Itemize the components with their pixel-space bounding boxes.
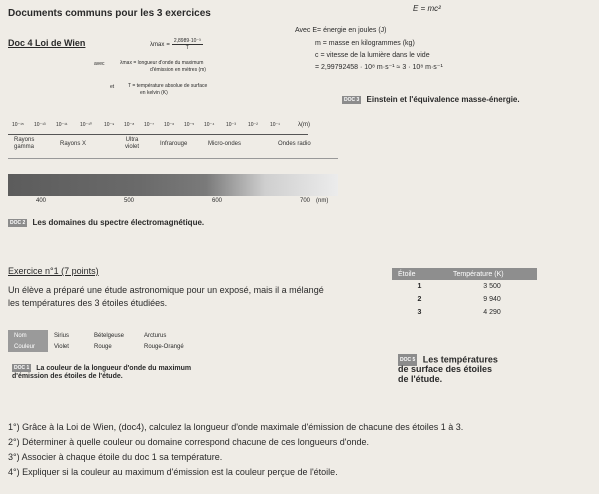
spectrum-bottom-ticks — [8, 198, 338, 208]
doc5-badge: DOC 5 — [398, 354, 417, 366]
color-cell: Arcturus — [144, 332, 167, 339]
stars-header-temp: Température (K) — [447, 268, 537, 280]
star-number: 2 — [417, 296, 422, 303]
bottom-tick: 400 — [36, 198, 47, 204]
top-tick: 10⁻⁵ — [184, 122, 195, 128]
spectrum-top-ticks — [8, 122, 338, 134]
top-tick: 10⁻⁶ — [164, 122, 175, 128]
doc2-badge: DOC 2 — [10, 219, 26, 226]
top-axis-line — [8, 134, 308, 135]
questions-list — [8, 420, 593, 480]
page-title: Documents communs pour les 3 exercices — [8, 8, 211, 19]
top-tick: 10⁻² — [248, 122, 258, 128]
domain-label: Rayons gamma — [14, 137, 35, 150]
wien-lambda: λmax — [150, 41, 165, 48]
table-row — [8, 341, 198, 352]
color-cell: Violet — [54, 343, 69, 350]
color-cell: Rouge-Orangé — [144, 343, 184, 350]
visible-spectrum-band — [8, 174, 338, 196]
doc3-caption — [342, 95, 520, 104]
einstein-c-line: c = vitesse de la lumière dans le vide — [315, 52, 430, 59]
color-table-wrap — [8, 330, 198, 352]
star-temp: 9 940 — [483, 296, 501, 303]
doc4-lambda-def — [120, 60, 203, 66]
doc1-badge: DOC 1 — [14, 365, 30, 371]
exercise-intro-2: les températures des 3 étoiles étudiées. — [8, 298, 168, 308]
question-item: 2°) Déterminer à quelle couleur ou domaine correspond chacune de ces longueurs d'onde. — [8, 437, 370, 447]
star-number: 3 — [417, 309, 422, 316]
table-row — [392, 293, 537, 306]
doc4-et: et — [110, 84, 115, 90]
doc2-caption-text: Les domaines du spectre électromagnétique. — [32, 218, 205, 227]
doc3-caption-text: Einstein et l'équivalence masse-énergie. — [366, 95, 520, 104]
domain-label: Micro-ondes — [208, 141, 242, 147]
domain-label: Rayons X — [60, 141, 87, 147]
doc5-caption-2: de surface des étoiles — [398, 364, 493, 374]
bottom-tick: 700 — [300, 198, 311, 204]
top-tick: 10⁻³ — [226, 122, 236, 128]
top-tick: 10⁻⁸ — [124, 122, 135, 128]
color-cell: Nom — [8, 330, 48, 341]
star-number: 1 — [417, 283, 422, 290]
einstein-m-line: m = masse en kilogrammes (kg) — [315, 40, 415, 47]
question-item: 4°) Expliquer si la couleur au maximum d'émission est la couleur perçue de l'étoile. — [8, 467, 338, 477]
doc2-caption — [8, 218, 204, 227]
color-cell: Couleur — [8, 341, 48, 352]
top-tick: 10⁻¹⁵ — [12, 122, 24, 128]
table-row — [392, 280, 537, 293]
doc4-lambda-def-text: = longueur d'onde du maximum — [133, 60, 204, 66]
doc4-t-def: T = température absolue de surface — [128, 83, 208, 89]
star-temp: 3 500 — [483, 283, 501, 290]
doc3-badge: DOC 3 — [344, 96, 360, 103]
domains-divider — [8, 158, 338, 159]
stars-table — [392, 268, 537, 319]
exercise-title: Exercice n°1 (7 points) — [8, 266, 99, 276]
bottom-unit: (nm) — [316, 198, 329, 204]
bottom-tick: 500 — [124, 198, 135, 204]
einstein-c-value: = 2,99792458 · 10⁸ m·s⁻¹ ≈ 3 · 10⁸ m·s⁻¹ — [315, 64, 443, 71]
color-cell: Rouge — [94, 343, 112, 350]
top-tick: 10⁻⁷ — [144, 122, 155, 128]
einstein-formula: E = mc² — [413, 4, 441, 13]
einstein-avec-line: Avec E= énergie en joules (J) — [295, 27, 387, 34]
wien-denominator: T — [185, 45, 189, 51]
doc5-caption-1: Les températures — [422, 354, 498, 365]
wien-numerator: 2,8989·10⁻³ — [173, 38, 201, 44]
color-cell: Bételgeuse — [94, 332, 125, 339]
top-tick: 10⁻¹ — [270, 122, 280, 128]
top-tick: 10⁻¹³ — [34, 122, 46, 128]
domain-label: Ultra violet — [124, 137, 139, 150]
top-tick: 10⁻⁹ — [104, 122, 115, 128]
stars-table-wrap — [392, 268, 537, 319]
star-temp: 4 290 — [483, 309, 501, 316]
doc1-caption — [12, 364, 191, 372]
doc4-lambda-symbol: λmax — [120, 60, 132, 66]
doc4-avec: avec — [94, 61, 105, 67]
doc4-t-def2: en kelvin (K) — [140, 90, 168, 96]
domain-label: Ondes radio — [278, 141, 311, 147]
domain-label: Infrarouge — [160, 141, 188, 147]
doc4-title: Doc 4 Loi de Wien — [8, 38, 86, 48]
top-unit: λ(m) — [298, 122, 310, 128]
stars-header-star: Étoile — [392, 268, 447, 280]
spectrum-figure — [8, 122, 338, 210]
top-tick: 10⁻¹¹ — [56, 122, 68, 128]
color-table — [8, 330, 198, 352]
table-row — [8, 330, 198, 341]
table-row — [392, 306, 537, 319]
spectrum-domains — [8, 137, 338, 157]
doc5-caption-3: de l'étude. — [398, 374, 443, 384]
top-tick: 10⁻¹⁰ — [80, 122, 92, 128]
question-item: 1°) Grâce à la Loi de Wien, (doc4), calculez la longueur d'onde maximale d'émission de chacune des étoiles 1 à 3. — [8, 422, 464, 432]
bottom-tick: 600 — [212, 198, 223, 204]
top-tick: 10⁻⁴ — [204, 122, 215, 128]
doc4-lambda-def2: d'émission en mètres (m) — [150, 67, 206, 73]
doc1-caption-2: d'émission des étoiles de l'étude. — [12, 373, 123, 380]
wien-formula: λmax = $\frac{\text{2,8989·10⁻³}}{T}$ — [150, 38, 201, 51]
doc1-caption-1: La couleur de la longueur d'onde du maximum — [36, 364, 192, 372]
question-item: 3°) Associer à chaque étoile du doc 1 sa température. — [8, 452, 223, 462]
exercise-intro-1: Un élève a préparé une étude astronomique pour un exposé, mais il a mélangé — [8, 285, 324, 295]
color-cell: Sirius — [54, 332, 70, 339]
